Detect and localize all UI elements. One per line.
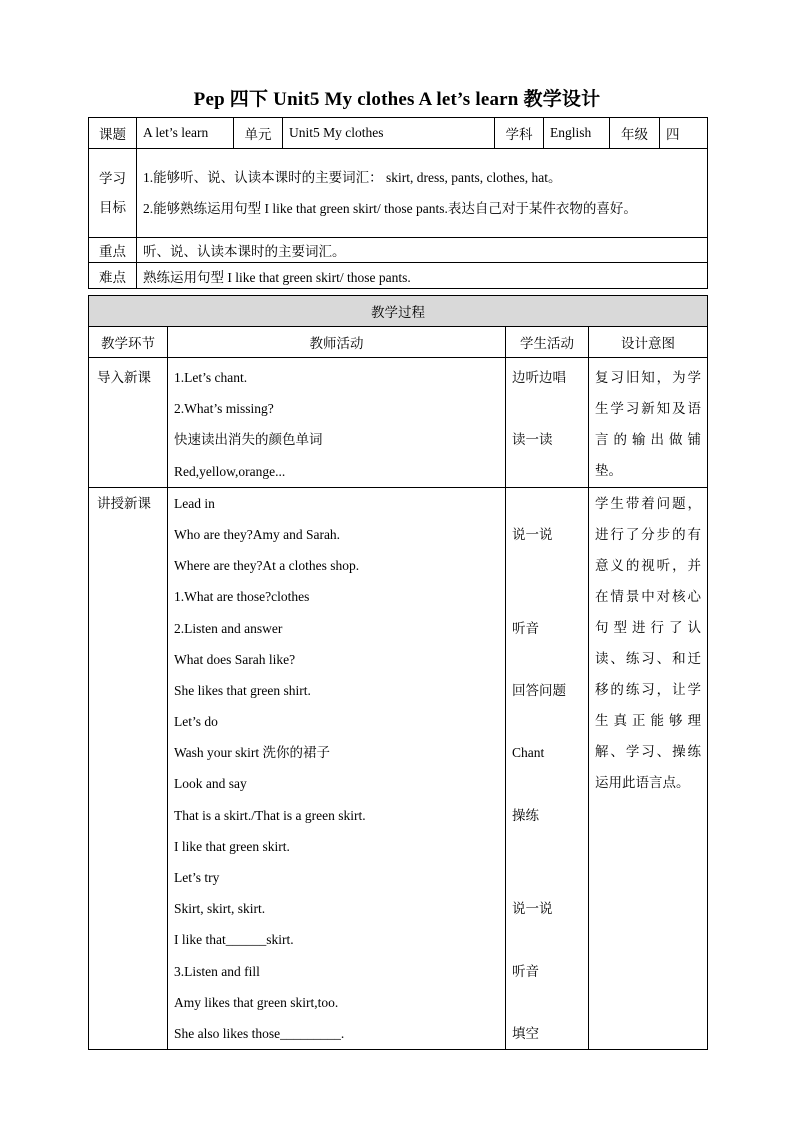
teach-student-line: 填空 [512,1025,539,1041]
teach-teacher-line: 3.Listen and fill [174,963,260,979]
teach-student-line [512,987,582,1018]
topic-value: A let’s learn [137,118,234,149]
teach-stage: 讲授新课 [89,487,168,1049]
teach-student-line: 说一说 [512,901,553,917]
teach-teacher-line: She likes that green shirt. [174,682,311,698]
topic-label: 课题 [89,118,137,149]
header-intent: 设计意图 [589,327,708,358]
teach-intent: 学生带着问题，进行了分步的有意义的视听，并在情景中对核心句型进行了认读、练习、和迁移的练习，让学生真正能够理解、学习、操练运用此语言点。 [589,487,708,1049]
teach-student-line [512,862,582,893]
intro-teacher-line: 2.What’s missing? [174,401,274,417]
teach-teacher-line: That is a skirt./That is a green skirt. [174,807,366,823]
lesson-info-table [88,117,708,289]
teach-teacher-line: Amy likes that green skirt,too. [174,994,339,1010]
teach-teacher-line: 2.Listen and answer [174,620,283,636]
key-label: 重点 [89,238,137,263]
intro-student [506,358,589,488]
teach-student-line: Chant [512,745,545,761]
teach-student-line: 回答问题 [512,682,566,698]
teach-student-line [512,644,582,675]
teach-student-line: 操练 [512,807,539,823]
unit-value: Unit5 My clothes [283,118,495,149]
goal-1: 1.能够听、说、认读本课时的主要词汇： skirt, dress, pants, clothes, hat。 [143,170,562,185]
subject-value: English [544,118,610,149]
subject-label: 学科 [495,118,544,149]
intro-student-line [512,456,582,487]
document-title: Pep 四下 Unit5 My clothes A let’s learn 教学设计 [193,89,601,110]
teach-student-line: 说一说 [512,526,553,542]
intro-student-line: 边听边唱 [512,370,566,385]
header-teacher: 教师活动 [168,327,506,358]
key-value: 听、说、认读本课时的主要词汇。 [137,238,708,263]
teach-teacher-line: She also likes those_________. [174,1025,345,1041]
intro-teacher-line: 1.Let’s chant. [174,370,248,385]
teach-student-line: 听音 [512,620,539,636]
difficulty-label: 难点 [89,263,137,289]
goals-label-text: 学习目标 [99,171,126,215]
teach-teacher-line: Look and say [174,776,247,792]
teach-student-line [512,831,582,862]
grade-value: 四 [660,118,708,149]
teach-student-line [512,768,582,799]
teach-student-line: 听音 [512,963,539,979]
grade-label: 年级 [610,118,660,149]
goal-2: 2.能够熟练运用句型 I like that green skirt/ those pants.表达自己对于某件衣物的喜好。 [143,201,637,216]
process-band-title: 教学过程 [89,296,708,327]
process-table [88,295,708,1050]
intro-teacher [168,358,506,488]
teach-student-line [512,550,582,581]
teach-student-line [512,488,582,519]
intro-teacher-line: Red,yellow,orange... [174,463,286,479]
intro-stage: 导入新课 [89,358,168,488]
intro-intent: 复习旧知，为学生学习新知及语言的输出做铺垫。 [589,358,708,488]
goals-label [89,149,137,238]
intro-student-line [512,393,582,424]
unit-label: 单元 [234,118,283,149]
teach-teacher-line: What does Sarah like? [174,651,296,667]
intro-student-line: 读一读 [512,432,553,448]
teach-teacher-line: Where are they?At a clothes shop. [174,558,360,574]
goals-cell [137,149,708,238]
teach-teacher-line: Wash your skirt 洗你的裙子 [174,745,331,761]
teach-student-line [512,706,582,737]
teach-teacher-line: I like that green skirt. [174,838,290,854]
teach-teacher-line: Let’s do [174,714,218,730]
teach-teacher [168,487,506,1049]
teach-teacher-line: Who are they?Amy and Sarah. [174,526,341,542]
teach-student-line [512,581,582,612]
teach-student [506,487,589,1049]
teach-teacher-line: Let’s try [174,870,220,885]
teach-teacher-line: 1.What are those?clothes [174,589,310,605]
header-student: 学生活动 [506,327,589,358]
difficulty-value: 熟练运用句型 I like that green skirt/ those pants. [137,263,708,289]
intro-teacher-line: 快速读出消失的颜色单词 [174,432,323,448]
teach-teacher-line: Skirt, skirt, skirt. [174,901,266,917]
header-stage: 教学环节 [89,327,168,358]
teach-teacher-line: I like that______skirt. [174,932,294,948]
teach-student-line [512,924,582,955]
teach-teacher-line: Lead in [174,495,215,511]
